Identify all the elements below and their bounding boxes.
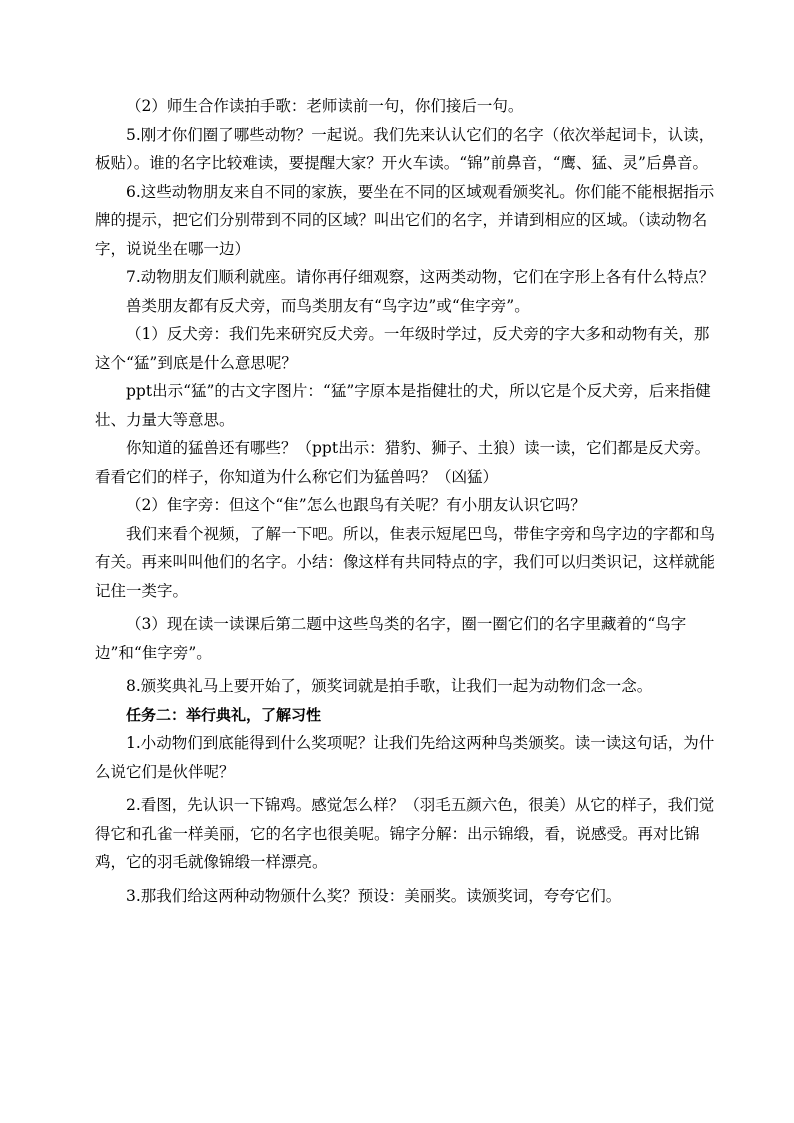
- paragraph-radical-summary: 兽类朋友都有反犬旁，而鸟类朋友有“鸟字边”或“隹字旁”。: [126, 296, 530, 315]
- paragraph-seating-areas: 6.这些动物朋友来自不同的家族，要坐在不同的区域观看颁奖礼。你们能不能根据指示牌的提示，把它们分别带到不同的区域？叫出它们的名字，并请到相应的区域。（读动物名字，说说坐在哪一边）: [95, 182, 715, 258]
- paragraph-zhui-radical: （2）隹字旁：但这个“隹”怎么也跟鸟有关呢？有小朋友认识它吗？: [126, 496, 586, 514]
- document-body: [95, 92, 715, 910]
- paragraph-character-features: 7.动物朋友们顺利就座。请你再仔细观察，这两类动物，它们在字形上各有什么特点？: [126, 268, 715, 286]
- paragraph-clap-song-reading: （2）师生合作读拍手歌：老师读前一句，你们接后一句。: [126, 97, 524, 115]
- paragraph-animal-names: 5.刚才你们圈了哪些动物？一起说。我们先来认认它们的名字（依次举起词卡，认读，板贴）。谁的名字比较难读，要提醒大家？开火车读。“锦”前鼻音，“鹰、猛、灵”后鼻音。: [95, 125, 715, 172]
- paragraph-video-summary: 我们来看个视频，了解一下吧。所以，隹表示短尾巴鸟，带隹字旁和鸟字边的字都和鸟有关。再来叫叫他们的名字。小结：像这样有共同特点的字，我们可以归类识记，这样就能记住一类字。: [95, 524, 716, 600]
- paragraph-golden-pheasant: 2.看图，先认识一下锦鸡。感觉怎么样？（羽毛五颜六色，很美）从它的样子，我们觉得它和孔雀一样美丽，它的名字也很美呢。锦字分解：出示锦缎，看，说感受。再对比锦鸡，它的羽毛就像锦缎一样漂亮。: [95, 796, 715, 871]
- paragraph-bird-award: 1.小动物们到底能得到什么奖项呢？让我们先给这两种鸟类颁奖。读一读这句话，为什么说它们是伙伴呢？: [95, 734, 715, 781]
- paragraph-meng-origin: ppt出示“猛”的古文字图片：“猛”字原本是指健壮的犬，所以它是个反犬旁，后来指健壮、力量大等意思。: [95, 382, 711, 429]
- paragraph-fierce-beasts: 你知道的猛兽还有哪些？（ppt出示：猎豹、狮子、土狼）读一读，它们都是反犬旁。看看它们的样子，你知道为什么称它们为猛兽吗？（凶猛）: [95, 439, 711, 486]
- paragraph-ceremony-start: 8.颁奖典礼马上要开始了，颁奖词就是拍手歌，让我们一起为动物们念一念。: [126, 677, 653, 695]
- paragraph-dog-radical: （1）反犬旁：我们先来研究反犬旁。一年级时学过，反犬旁的字大多和动物有关，那这个“猛”到底是什么意思呢？: [95, 325, 710, 372]
- paragraph-beauty-award: 3.那我们给这两种动物颁什么奖？预设：美丽奖。读颁奖词，夸夸它们。: [126, 886, 622, 905]
- section-heading-task-two: 任务二：举行典礼，了解习性: [126, 705, 322, 724]
- paragraph-bird-names: （3）现在读一读课后第二题中这些鸟类的名字，圈一圈它们的名字里藏着的“鸟字边”和“隹字旁”。: [95, 615, 687, 662]
